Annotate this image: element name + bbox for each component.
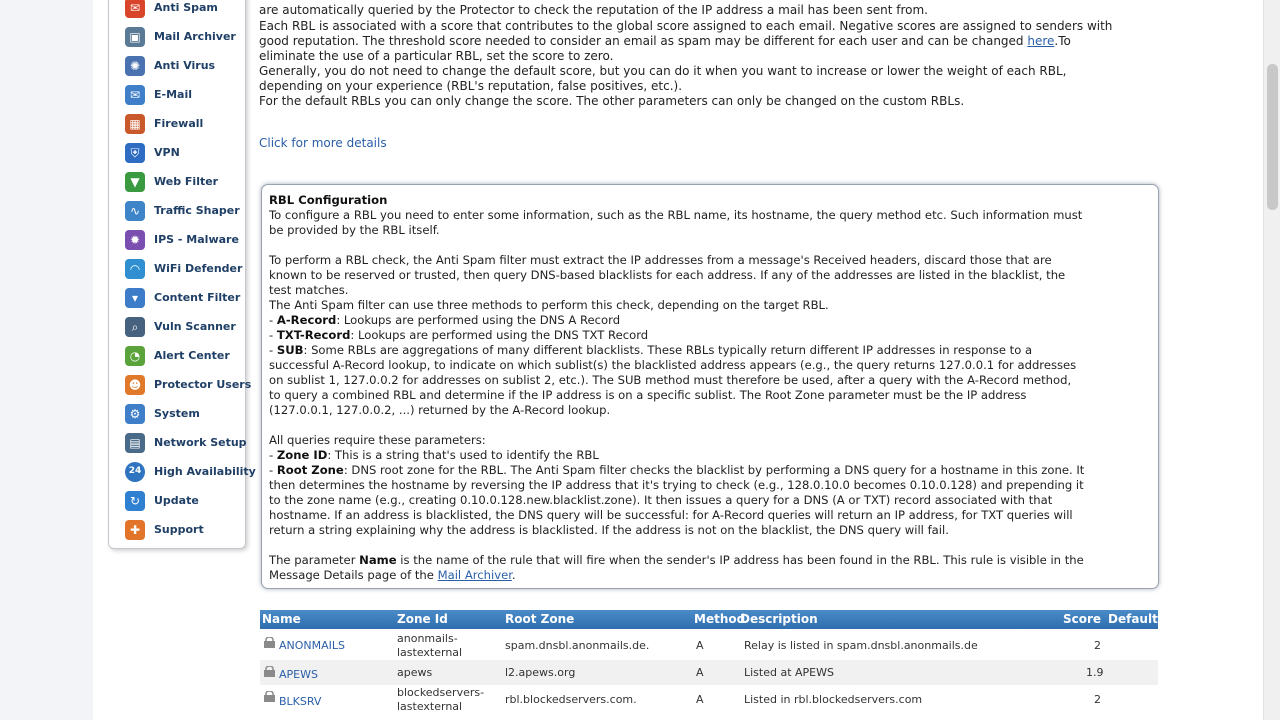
rbl-name-link[interactable]: APEWS — [279, 668, 318, 681]
lock-icon — [263, 691, 276, 702]
panel-text: return a string explaining why the address is blacklisted. If the address is not on the blacklist, the DNS query will fail. — [269, 523, 949, 537]
intro-line: Each RBL is associated with a score that contributes to the global score assigned to each email. Negative scores are assigned to senders with — [259, 19, 1113, 33]
panel-text: then determines the hostname by reversing the IP address that it's trying to check (e.g., 128.0.10.0 becomes 0.10.0.128) and prepending it — [269, 478, 1084, 492]
column-header-score[interactable]: Score — [1063, 612, 1102, 626]
panel-text: to the zone name (e.g., creating 0.10.0.128.new.blacklist.zone). It then issues a query for a DNS (A or TXT) record associated with that — [269, 493, 1053, 507]
sidebar-item-label: WiFi Defender — [154, 262, 243, 275]
panel-text: known to be reserved or trusted, then query DNS-based blacklists for each address. If any of the addresses are listed in the blacklist, the — [269, 268, 1066, 282]
here-link[interactable]: here — [1027, 34, 1055, 48]
column-header-root-zone[interactable]: Root Zone — [505, 612, 575, 626]
lock-icon — [263, 637, 276, 648]
score-cell: 2 — [1094, 693, 1101, 706]
sidebar-item-label: Mail Archiver — [154, 30, 236, 43]
panel-title: RBL Configuration — [269, 193, 388, 207]
sidebar-item[interactable] — [109, 370, 252, 399]
panel-text: to query a combined RBL and determine if the IP address is on a specific sublist. The Root Zone parameter must be the IP address — [269, 388, 1027, 402]
sidebar-item[interactable] — [109, 80, 245, 109]
sidebar-item-label: Web Filter — [154, 175, 219, 188]
param-root-zone — [269, 463, 1084, 478]
method-cell: A — [696, 693, 704, 706]
sidebar-item-label: E-Mail — [154, 88, 192, 101]
more-details-link[interactable]: Click for more details — [259, 136, 387, 150]
anti-spam-icon: ✉ — [125, 0, 145, 18]
mail-archiver-icon: ▣ — [125, 27, 145, 47]
list-dash: - — [269, 313, 277, 327]
term-desc: : Lookups are performed using the DNS TXT Record — [350, 328, 649, 342]
content-filter-icon: ▾ — [125, 288, 145, 308]
web-filter-icon: ▼ — [125, 172, 145, 192]
sidebar-item[interactable] — [109, 399, 245, 428]
intro-text-segment: .To — [1054, 34, 1071, 48]
network-setup-icon: ▤ — [125, 433, 145, 453]
scrollbar-thumb[interactable] — [1267, 64, 1278, 210]
sidebar-item-label: Support — [154, 523, 204, 536]
sidebar-item[interactable] — [109, 341, 245, 370]
sidebar-item-label: Update — [154, 494, 199, 507]
term: Zone ID — [276, 448, 328, 462]
table-row[interactable] — [260, 685, 1158, 712]
ips-malware-icon: ✹ — [125, 230, 145, 250]
root-zone-cell: spam.dnsbl.anonmails.de. — [505, 639, 650, 652]
zone-id-cell: blockedservers- — [397, 686, 485, 699]
root-zone-cell: rbl.blockedservers.com. — [505, 693, 637, 706]
zone-id-cell: apews — [397, 666, 433, 679]
alert-center-icon: ◔ — [125, 346, 145, 366]
sidebar-item-label: Firewall — [154, 117, 204, 130]
zone-id-cell: lastexternal — [397, 700, 463, 713]
sidebar-item-label: Protector Users — [154, 378, 252, 391]
rbl-configuration-panel — [261, 184, 1159, 589]
wifi-defender-icon: ◠ — [125, 259, 145, 279]
table-row[interactable] — [260, 660, 1158, 687]
column-header-method[interactable]: Method — [694, 612, 746, 626]
term-desc: : Lookups are performed using the DNS A Record — [336, 313, 621, 327]
panel-text: hostname. If an address is blacklisted, the DNS query will be successful: for A-Record queries will return an IP address, for TXT queries will — [269, 508, 1073, 522]
panel-text: To configure a RBL you need to enter some information, such as the RBL name, its hostname, the query method etc. Such information must — [269, 208, 1083, 222]
rbl-name-link[interactable]: BLKSRV — [279, 695, 322, 708]
sidebar-item-label: Traffic Shaper — [154, 204, 240, 217]
panel-text: on sublist 1, 127.0.0.2 for addresses on sublist 2, etc.). The SUB method must therefore be used, after a query with the A-Record method, — [269, 373, 1072, 387]
vpn-icon: ⛨ — [125, 143, 145, 163]
list-dash: - — [269, 328, 277, 342]
protector-users-icon: ☻ — [125, 375, 145, 395]
method-txt-record — [269, 328, 648, 343]
zone-id-cell: lastexternal — [397, 646, 463, 659]
method-a-record — [269, 313, 620, 328]
list-dash: - — [269, 463, 277, 477]
left-gutter — [0, 0, 93, 720]
intro-text-segment: good reputation. The threshold score needed to consider an email as spam may be different for each user and can be changed — [259, 34, 1028, 48]
method-cell: A — [696, 666, 704, 679]
update-icon: ↻ — [125, 491, 145, 511]
sidebar-item-label: Content Filter — [154, 291, 241, 304]
vuln-scanner-icon: ⌕ — [125, 317, 145, 337]
intro-line — [259, 34, 1071, 49]
intro-line: Generally, you do not need to change the default score, but you can do it when you want to increase or lower the weight of each RBL, — [259, 64, 1067, 78]
sidebar-item-label: VPN — [154, 146, 180, 159]
sidebar-nav — [108, 0, 256, 549]
sidebar-item-label: Anti Virus — [154, 59, 216, 72]
panel-text: All queries require these parameters: — [269, 433, 486, 447]
term: TXT-Record — [276, 328, 351, 342]
sidebar-item[interactable] — [109, 167, 245, 196]
panel-text-segment: Message Details page of the — [269, 568, 438, 582]
mail-archiver-link[interactable]: Mail Archiver — [437, 568, 512, 582]
sidebar-item[interactable] — [109, 283, 245, 312]
firewall-icon: ▦ — [125, 114, 145, 134]
sidebar-item-label: Alert Center — [154, 349, 230, 362]
vertical-scrollbar[interactable] — [1263, 0, 1280, 720]
sidebar-item[interactable] — [109, 225, 245, 254]
sidebar-item-label: Network Setup — [154, 436, 247, 449]
sidebar-item[interactable] — [109, 51, 245, 80]
method-sub — [269, 343, 1032, 358]
description-cell: Relay is listed in spam.dnsbl.anonmails.de — [744, 639, 978, 652]
sidebar-item[interactable] — [109, 312, 245, 341]
intro-line: eliminate the use of a particular RBL, set the score to zero. — [259, 49, 614, 63]
sidebar-item[interactable] — [109, 486, 245, 515]
sidebar-item-label: IPS - Malware — [154, 233, 239, 246]
sidebar-item[interactable] — [109, 428, 245, 457]
term-desc: : Some RBLs are aggregations of many different blacklists. These RBLs typically return different IP addresses in response to a — [303, 343, 1033, 357]
description-cell: Listed in rbl.blockedservers.com — [744, 693, 923, 706]
support-icon: ✚ — [125, 520, 145, 540]
method-cell: A — [696, 639, 704, 652]
term: Root Zone — [276, 463, 344, 477]
panel-text-segment: is the name of the rule that will fire when the sender's IP address has been found in the RBL. This rule is visible in the — [396, 553, 1084, 567]
panel-text: successful A-Record lookup, to indicate on which sublist(s) the blacklisted address appears (e.g., the query returns 127.0.0.1 for addresses — [269, 358, 1077, 372]
column-header-description[interactable]: Description — [740, 612, 818, 626]
high-availability-icon: 24 — [125, 462, 145, 482]
column-header-default[interactable]: Default — [1108, 612, 1158, 626]
lock-icon — [263, 666, 276, 677]
score-cell: 2 — [1094, 639, 1101, 652]
panel-text: The Anti Spam filter can use three methods to perform this check, depending on the target RBL. — [269, 298, 829, 312]
panel-text-segment: The parameter — [269, 553, 360, 567]
sidebar-item-label: High Availability — [154, 465, 256, 478]
sidebar-item[interactable] — [109, 138, 245, 167]
rbl-name-link[interactable]: ANONMAILS — [279, 639, 346, 652]
intro-line: are automatically queried by the Protector to check the reputation of the IP address a mail has been sent from. — [259, 3, 928, 17]
sidebar-item[interactable] — [109, 457, 256, 486]
column-header-zone-id[interactable]: Zone Id — [397, 612, 448, 626]
sidebar-item[interactable] — [109, 515, 245, 544]
param-name-note — [269, 553, 1084, 568]
sidebar-item[interactable] — [109, 22, 245, 51]
system-icon: ⚙ — [125, 404, 145, 424]
sidebar-item-label: Anti Spam — [154, 1, 218, 14]
score-cell: 1.9 — [1086, 666, 1104, 679]
param-zone-id — [269, 448, 599, 463]
intro-line: For the default RBLs you can only change the score. The other parameters can only be changed on the custom RBLs. — [259, 94, 965, 108]
term: SUB — [276, 343, 304, 357]
panel-text: test matches. — [269, 283, 349, 297]
description-cell: Listed at APEWS — [744, 666, 834, 679]
list-dash: - — [269, 343, 277, 357]
panel-text: be provided by the RBL itself. — [269, 223, 440, 237]
sidebar-item-label: Vuln Scanner — [154, 320, 236, 333]
term-desc: : This is a string that's used to identify the RBL — [327, 448, 599, 462]
term: Name — [359, 553, 397, 567]
anti-virus-icon: ✺ — [125, 56, 145, 76]
sidebar-item[interactable] — [109, 196, 245, 225]
traffic-shaper-icon: ∿ — [125, 201, 145, 221]
email-icon: ✉ — [125, 85, 145, 105]
sidebar-item-label: System — [154, 407, 200, 420]
panel-text-segment: . — [511, 568, 516, 582]
column-header-name[interactable]: Name — [262, 612, 301, 626]
panel-text: To perform a RBL check, the Anti Spam filter must extract the IP addresses from a message's Received headers, discard those that are — [269, 253, 1052, 267]
sidebar-item[interactable] — [109, 109, 245, 138]
zone-id-cell: anonmails- — [397, 632, 458, 645]
sidebar-item[interactable] — [109, 254, 245, 283]
root-zone-cell: l2.apews.org — [505, 666, 576, 679]
sidebar-item[interactable] — [109, 0, 245, 22]
param-name-note-2 — [269, 568, 516, 583]
term-desc: : DNS root zone for the RBL. The Anti Spam filter checks the blacklist by performing a DNS query for a hostname in this zone. It — [343, 463, 1085, 477]
table-row[interactable] — [260, 631, 1158, 658]
list-dash: - — [269, 448, 277, 462]
intro-line: depending on your experience (RBL's reputation, false positives, etc.). — [259, 79, 683, 93]
panel-text: (127.0.0.1, 127.0.0.2, ...) returned by the A-Record lookup. — [269, 403, 611, 417]
term: A-Record — [276, 313, 337, 327]
